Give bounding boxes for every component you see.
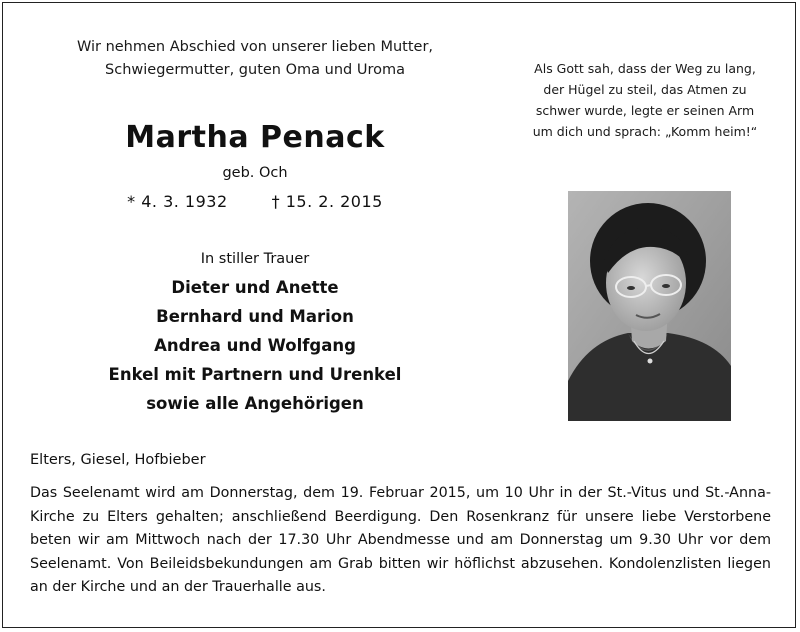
quote-line: um dich und sprach: „Komm heim!“ [532,124,758,139]
portrait-photo [568,191,731,421]
death-date: † 15. 2. 2015 [271,192,383,211]
mourners-list [40,273,470,418]
mourner-entry: sowie alle Angehörigen [146,394,364,413]
mourner-entry: Andrea und Wolfgang [154,336,356,355]
place-names: Elters, Giesel, Hofbieber [30,452,206,468]
maiden-name: geb. Och [222,165,288,181]
life-dates [40,191,470,213]
mourner-entry: Enkel mit Partnern und Urenkel [108,365,402,384]
birth-date: * 4. 3. 1932 [127,192,228,211]
intro-line-2: Schwiegermutter, guten Oma und Uroma [105,62,405,78]
mourner-entry: Bernhard und Marion [156,307,354,326]
intro-line-1: Wir nehmen Abschied von unserer lieben Mutter, [76,39,434,55]
funeral-details: Das Seelenamt wird am Donnerstag, dem 19. Februar 2015, um 10 Uhr in der St.-Vitus und St.-Anna-Kirche zu Elters gehalten; anschließend Beerdigung. Den Rosenkranz für unsere liebe Verstorbene beten wir am Mittwoch nach der 17.30 Uhr Abendmesse und am Donnerstag um 9.30 Uhr vor dem Seelenamt. Von Beileidsbekundungen am Grab bitten wir höflichst abzusehen. Kondolenzlisten liegen an der Kirche und an der Trauerhalle aus. [30,485,771,596]
quote-line: Als Gott sah, dass der Weg zu lang, [534,61,756,76]
deceased-name: Martha Penack [125,120,385,155]
portrait-illustration [568,191,731,421]
quote-line: der Hügel zu steil, das Atmen zu [543,82,747,97]
memorial-quote [520,58,770,142]
mourner-entry: Dieter und Anette [171,278,339,297]
mourning-heading: In stiller Trauer [200,251,310,267]
quote-line: schwer wurde, legte er seinen Arm [535,103,755,118]
intro-text [40,36,470,82]
